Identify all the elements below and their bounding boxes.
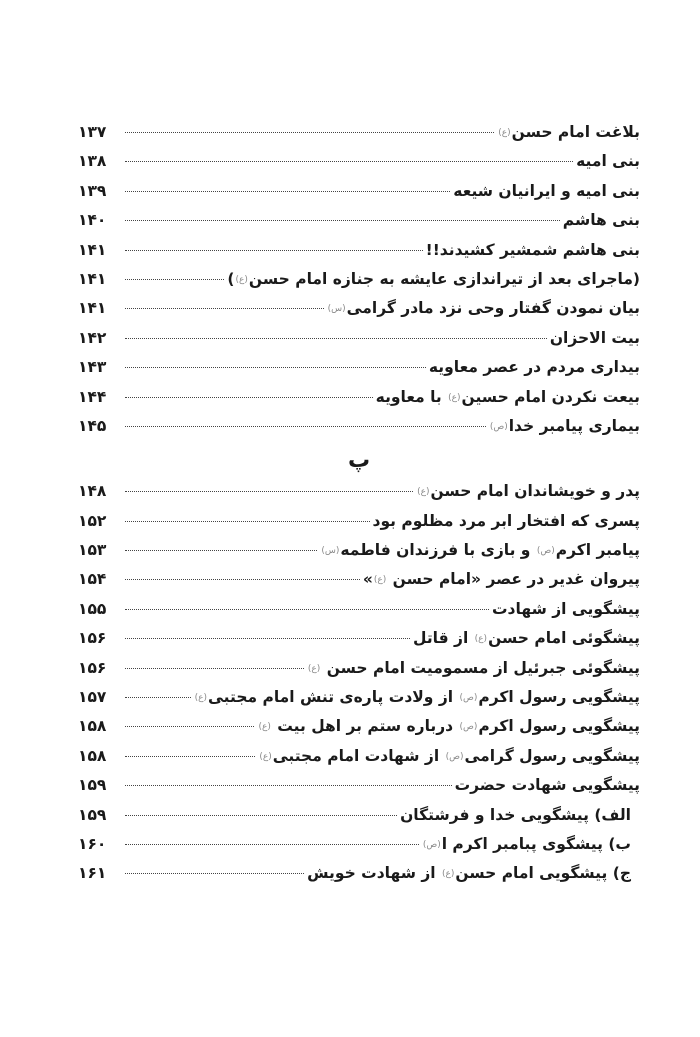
toc-entry[interactable] (78, 801, 640, 830)
entry-title-continuation: » (362, 570, 373, 589)
toc-entry[interactable] (78, 624, 640, 653)
toc-entry[interactable] (78, 294, 640, 323)
dot-leader (125, 426, 486, 427)
entry-title-continuation: ) (227, 269, 235, 288)
dot-leader (125, 579, 360, 580)
toc-entry[interactable] (78, 859, 640, 888)
entry-title (576, 147, 640, 176)
honorific-icon: (ص) (536, 546, 555, 557)
entry-title (455, 771, 640, 800)
dot-leader (125, 668, 304, 669)
page-number: ۱۴۰ (78, 211, 107, 230)
page-number: ۱۵۸ (78, 746, 107, 765)
honorific-icon: (ع) (307, 663, 321, 674)
entry-title (376, 383, 640, 413)
entry-title-text: پیشگویی شهادت حضرت (454, 776, 640, 795)
page-number: ۱۴۱ (78, 240, 107, 259)
honorific-icon: (ص) (445, 751, 464, 762)
entry-title (327, 294, 640, 324)
page-number: ۱۴۴ (78, 387, 107, 406)
toc-group-b (78, 118, 640, 441)
page-number: ۱۴۸ (78, 482, 107, 501)
page-number: ۱۳۹ (78, 181, 107, 200)
honorific-icon: (ع) (498, 128, 511, 138)
entry-title-text: بنی هاشم (562, 211, 640, 230)
entry-title-text: بیعت نکردن امام حسین (461, 387, 640, 406)
entry-title-text: پیشگویی از شهادت (491, 599, 640, 618)
honorific-icon: (ع) (258, 722, 271, 733)
dot-leader (125, 250, 423, 251)
dot-leader (125, 521, 370, 522)
page-number: ۱۳۷ (78, 123, 107, 141)
entry-title (307, 859, 631, 889)
toc-entry[interactable] (78, 118, 640, 147)
entry-title (416, 477, 640, 507)
dot-leader (125, 132, 494, 133)
page-number: ۱۶۰ (78, 834, 107, 853)
dot-leader (125, 873, 304, 874)
entry-title (258, 742, 640, 772)
entry-title-text: پدر و خویشاندان امام حسن (430, 482, 640, 501)
honorific-icon: (ص) (422, 839, 441, 850)
entry-title (320, 536, 640, 566)
entry-title-text: بنی امیه و ایرانیان شیعه (453, 181, 640, 200)
entry-title-text: پسری که افتخار ابر مرد مظلوم بود (372, 511, 640, 530)
page-number: ۱۴۳ (78, 358, 107, 377)
honorific-icon: (ع) (259, 751, 272, 762)
dot-leader (125, 697, 191, 698)
entry-title-text: بنی هاشم شمشیر کشیدند!! (425, 240, 640, 259)
dot-leader (125, 338, 547, 339)
entry-title (422, 830, 631, 860)
dot-leader (125, 367, 426, 368)
page-number: ۱۵۲ (78, 511, 107, 530)
honorific-icon: (ع) (448, 392, 461, 403)
entry-title (489, 412, 640, 442)
toc-entry[interactable] (78, 412, 640, 441)
page-number: ۱۵۶ (78, 629, 107, 648)
entry-title-text: بیداری مردم در عصر معاویه (428, 358, 640, 377)
honorific-icon: (س) (327, 304, 346, 315)
entry-title-continuation: درباره ستم بر اهل بیت (271, 717, 459, 736)
dot-leader (125, 550, 317, 551)
entry-title (400, 801, 631, 830)
entry-title-text: بیماری پیامبر خدا (508, 416, 640, 435)
honorific-icon: (ع) (373, 575, 387, 586)
entry-title-text: بنی امیه (576, 152, 640, 171)
entry-title-continuation: و بازی با فرزندان فاطمه (340, 541, 536, 560)
dot-leader (125, 815, 397, 816)
toc-entry[interactable] (78, 177, 640, 206)
entry-title-text: پیشگوئی امام حسن (488, 629, 640, 648)
honorific-icon: (ع) (474, 634, 488, 645)
entry-title (307, 654, 640, 684)
toc-entry[interactable] (78, 654, 640, 683)
dot-leader (125, 308, 324, 309)
entry-title-continuation: از شهادت امام مجتبی (272, 746, 445, 765)
page-number: ۱۳۸ (78, 152, 107, 171)
entry-title (563, 206, 640, 235)
dot-leader (125, 609, 489, 610)
entry-title-text: پیشگویی رسول گرامی (464, 746, 640, 765)
entry-title-continuation: از قاتل (413, 629, 474, 648)
page-number: ۱۴۲ (78, 328, 107, 347)
page-number: ۱۴۵ (78, 416, 107, 435)
entry-title-text: پیامبر اکرم (555, 541, 640, 560)
toc-entry[interactable] (78, 147, 640, 176)
toc-entry[interactable] (78, 324, 640, 353)
entry-title (492, 595, 640, 624)
entry-title (194, 683, 640, 713)
dot-leader (125, 279, 224, 280)
honorific-icon: (ع) (235, 274, 248, 285)
page-number: ۱۵۷ (78, 688, 107, 707)
toc-entry[interactable] (78, 507, 640, 536)
dot-leader (125, 638, 410, 639)
dot-leader (125, 785, 452, 786)
dot-leader (125, 491, 413, 492)
entry-title (550, 324, 640, 353)
dot-leader (125, 161, 573, 162)
entry-title-text: بلاغت امام حسن (511, 123, 640, 141)
toc-entry[interactable] (78, 477, 640, 506)
entry-title-text: الف) پیشگویی خدا و فرشتگان (400, 805, 631, 824)
toc-entry[interactable] (78, 683, 640, 712)
honorific-icon: (ع) (442, 869, 455, 880)
entry-title (257, 712, 640, 742)
entry-title-text: بیان نمودن گفتار وحی نزد مادر گرامی (346, 299, 640, 318)
entry-title-text: ب) پیشگوی پبامبر اکرم ا (441, 834, 631, 853)
entry-title-text: پیشگویی رسول اکرم (478, 717, 640, 736)
dot-leader (125, 397, 373, 398)
honorific-icon: (ع) (194, 693, 207, 704)
toc-entry[interactable] (78, 206, 640, 235)
page-number: ۱۴۱ (78, 299, 107, 318)
toc-entry[interactable] (78, 830, 640, 859)
dot-leader (125, 726, 254, 727)
entry-title-continuation: با معاویه (375, 387, 448, 406)
entry-title (453, 177, 640, 206)
entry-title (227, 265, 640, 295)
entry-title (363, 565, 640, 595)
toc-group-p (78, 477, 640, 888)
honorific-icon: (ص) (459, 693, 478, 704)
entry-title-text: پیشگوئی جبرئیل از مسمومیت امام حسن (321, 658, 640, 677)
toc-entry[interactable] (78, 265, 640, 294)
page-number: ۱۵۹ (78, 776, 107, 795)
toc-entry[interactable] (78, 771, 640, 800)
entry-title-text: ج) پیشگویی امام حسن (455, 864, 631, 883)
section-letter-heading: پ (347, 448, 371, 474)
entry-title-continuation: از ولادت پاره‌ی تنش امام مجتبی (207, 688, 459, 707)
dot-leader (125, 756, 255, 757)
honorific-icon: (ص) (459, 722, 478, 733)
page-number: ۱۵۸ (78, 717, 107, 736)
page-number: ۱۵۵ (78, 599, 107, 618)
honorific-icon: (ع) (417, 487, 430, 498)
toc-entry[interactable] (78, 383, 640, 412)
entry-title (429, 353, 640, 382)
dot-leader (125, 191, 450, 192)
entry-title (426, 236, 640, 265)
table-of-contents (78, 118, 640, 889)
page-number: ۱۴۱ (78, 269, 107, 288)
honorific-icon: (ص) (489, 421, 508, 432)
toc-entry[interactable] (78, 536, 640, 565)
entry-title (373, 507, 641, 536)
page-number: ۱۵۴ (78, 570, 107, 589)
toc-entry[interactable] (78, 353, 640, 382)
honorific-icon: (س) (321, 546, 340, 557)
page-number: ۱۵۳ (78, 541, 107, 560)
page-number: ۱۶۱ (78, 864, 107, 883)
page-number: ۱۵۹ (78, 805, 107, 824)
toc-entry[interactable] (78, 712, 640, 741)
entry-title-text: بیت الاحزان (549, 328, 640, 347)
entry-title-text: پیشگویی رسول اکرم (478, 688, 640, 707)
toc-entry[interactable] (78, 565, 640, 594)
page-number: ۱۵۶ (78, 658, 107, 677)
entry-title-text: (ماجرای بعد از تیراندازی عایشه به جنازه امام حسن (248, 269, 640, 288)
toc-entry[interactable] (78, 742, 640, 771)
entry-title-continuation: از شهادت خویش (307, 864, 441, 883)
entry-title-text: پیروان غدیر در عصر «امام حسن (387, 570, 640, 589)
dot-leader (125, 844, 419, 845)
entry-title (497, 118, 640, 148)
entry-title (413, 624, 640, 654)
toc-entry[interactable] (78, 595, 640, 624)
dot-leader (125, 220, 560, 221)
toc-entry[interactable] (78, 236, 640, 265)
